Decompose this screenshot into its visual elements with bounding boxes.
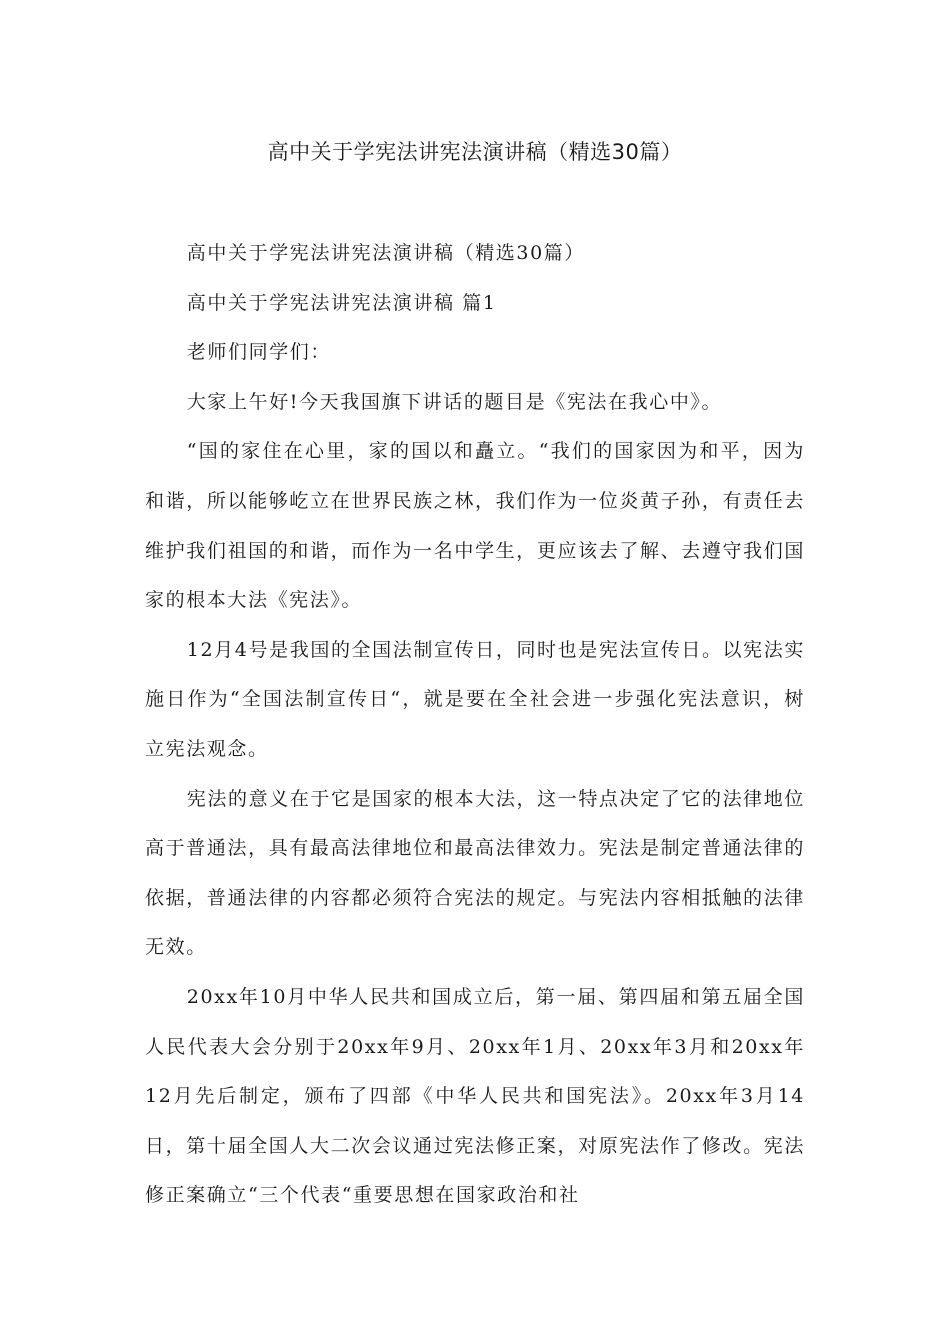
paragraph-body: 12月4号是我国的全国法制宣传日，同时也是宪法宣传日。以宪法实施日作为“全国法制宣传日“，就是要在全社会进一步强化宪法意识，树立宪法观念。 (145, 638, 805, 760)
document-body (145, 229, 805, 1221)
paragraph-body: 宪法的意义在于它是国家的根本大法，这一特点决定了它的法律地位高于普通法，具有最高法律地位和最高法律效力。宪法是制定普通法律的依据，普通法律的内容都必须符合宪法的规定。与宪法内容相抵触的法律无效。 (145, 787, 805, 959)
paragraph-body: “国的家住在心里，家的国以和矗立。“我们的国家因为和平，因为和谐，所以能够屹立在世界民族之林，我们作为一位炎黄子孙，有责任去维护我们祖国的和谐，而作为一名中学生，更应该去了解、去遵守我们国家的根本大法《宪法》。 (145, 440, 805, 612)
paragraph-body: 20xx年10月中华人民共和国成立后，第一届、第四届和第五届全国人民代表大会分别于20xx年9月、20xx年1月、20xx年3月和20xx年12月先后制定，颁布了四部《中华人民共和国宪法》。20xx年3月14日，第十届全国人大二次会议通过宪法修正案，对原宪法作了修改。宪法修正案确立“三个代表“重要思想在国家政治和社 (145, 985, 805, 1207)
document-title: 高中关于学宪法讲宪法演讲稿（精选30篇） (267, 140, 683, 164)
paragraph-section-title: 高中关于学宪法讲宪法演讲稿 篇1 (186, 291, 497, 314)
paragraph-greeting: 大家上午好!今天我国旗下讲话的题目是《宪法在我心中》。 (186, 390, 723, 413)
paragraph-heading: 高中关于学宪法讲宪法演讲稿（精选30篇） (186, 242, 585, 264)
paragraph-salutation: 老师们同学们： (186, 341, 331, 364)
